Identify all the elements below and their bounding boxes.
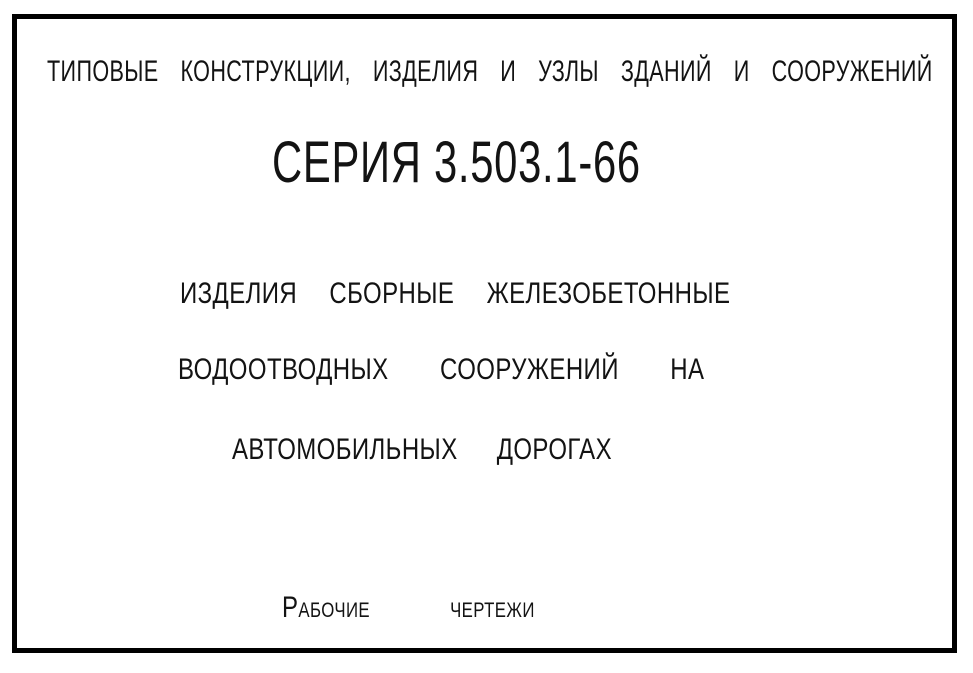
working-drawings-label: Рабочие чертежи (282, 591, 535, 624)
series-number-title: СЕРИЯ 3.503.1-66 (272, 130, 641, 195)
title-line-roads: АВТОМОБИЛЬНЫХ ДОРОГАХ (232, 433, 612, 466)
title-line-products: ИЗДЕЛИЯ СБОРНЫЕ ЖЕЛЕЗОБЕТОННЫЕ (180, 277, 731, 310)
title-line-drainage: ВОДООТВОДНЫХ СООРУЖЕНИЙ НА (178, 353, 705, 386)
page-border-frame (12, 14, 957, 653)
document-category-line: ТИПОВЫЕ КОНСТРУКЦИИ, ИЗДЕЛИЯ И УЗЛЫ ЗДАНИЙ И СООРУЖЕНИЙ (47, 55, 933, 88)
